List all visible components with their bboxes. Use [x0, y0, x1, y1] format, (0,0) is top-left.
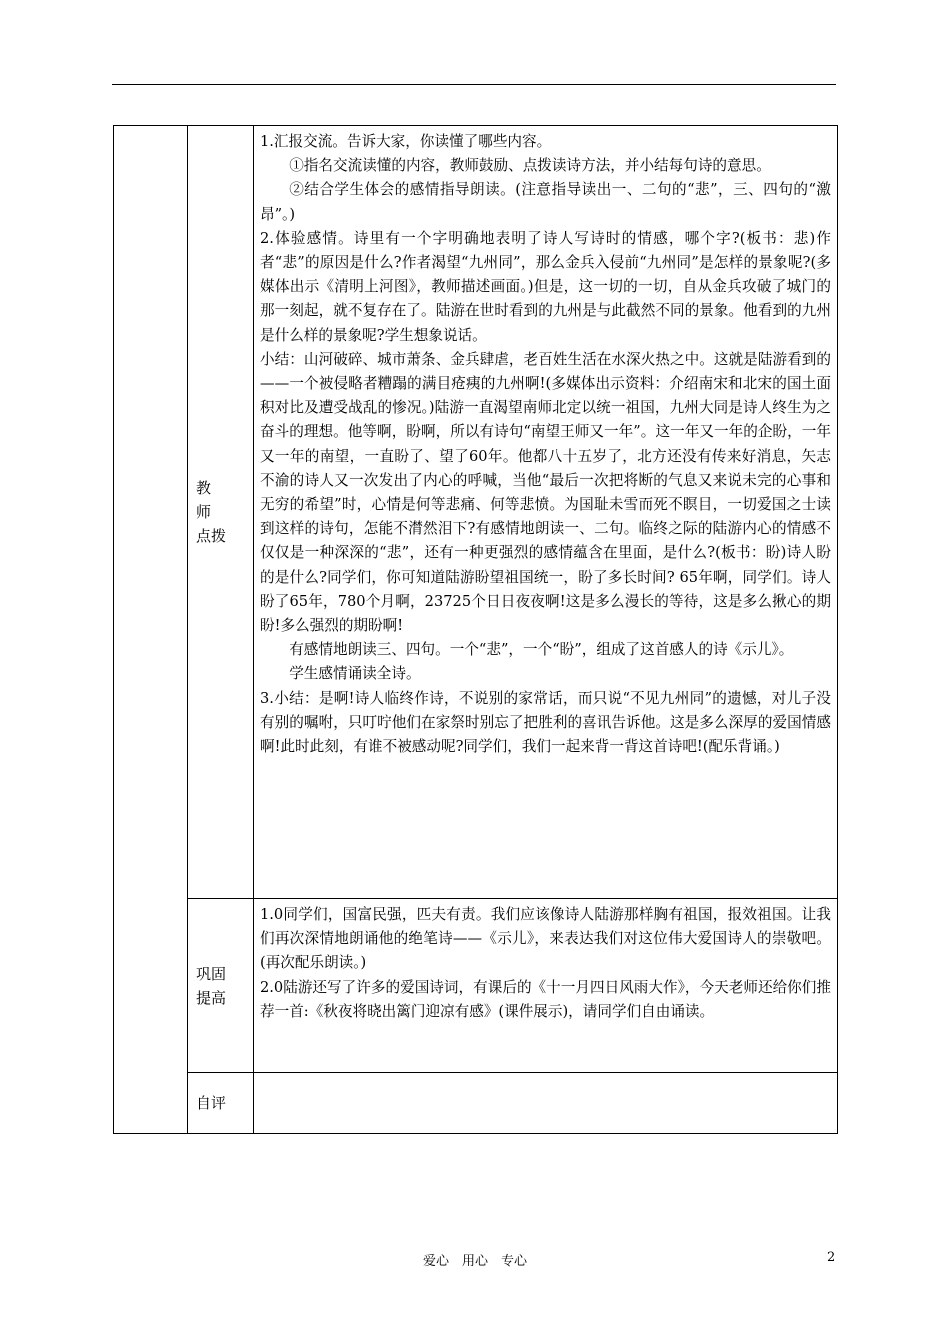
row-label-teacher-guidance	[188, 126, 254, 899]
lesson-plan-table	[113, 125, 838, 1134]
table-row-self-evaluation	[114, 1073, 838, 1134]
row-label-self-evaluation	[188, 1073, 254, 1134]
row-label-line1: 巩固	[196, 964, 227, 983]
paragraph: ①指名交流读懂的内容，教师鼓励、点拨读诗方法，并小结每句诗的意思。	[289, 157, 771, 175]
paragraph: ②结合学生体会的感情指导朗读。(注意指导读出一、二句的“悲”，三、四句的“激昂”。)	[260, 181, 831, 223]
footer-motto: 爱心 用心 专心	[422, 1254, 527, 1269]
table-row-teacher-guidance	[114, 126, 838, 899]
paragraph: 1.汇报交流。告诉大家，你读懂了哪些内容。	[260, 133, 552, 150]
teacher-guidance-content	[254, 126, 838, 899]
paragraph: 有感情地朗读三、四句。一个“悲”，一个“盼”，组成了这首感人的诗《示儿》。	[289, 641, 794, 659]
table-row-consolidation	[114, 899, 838, 1073]
paragraph: 2.体验感情。诗里有一个字明确地表明了诗人写诗时的情感，哪个字?(板书：悲)作者“悲”的原因是什么?作者渴望“九州同”，那么金兵入侵前“九州同”是怎样的景象呢?(多媒体出示《清明上河图》，教师描述画面。)但是，这一切的一切，自从金兵攻破了城门的那一刻起，就不复存在了。陆游在世时看到的九州是与此截然不同的景象。他看到的九州是什么样的景象呢?学生想象说话。	[260, 229, 831, 344]
row-label-consolidation	[188, 899, 254, 1073]
row-label-line2: 提高	[196, 988, 227, 1007]
page-number: 2	[827, 1250, 836, 1265]
self-evaluation-content	[254, 1073, 838, 1134]
merged-left-cell	[114, 126, 188, 1134]
row-label-line1: 自评	[196, 1094, 227, 1112]
header-rule	[112, 84, 836, 85]
paragraph: 1.0同学们，国富民强，匹夫有责。我们应该像诗人陆游那样胸有祖国，报效祖国。让我们再次深情地朗诵他的绝笔诗——《示儿》，来表达我们对这位伟大爱国诗人的崇敬吧。(再次配乐朗读。)	[260, 906, 831, 972]
paragraph: 小结：山河破碎、城市萧条、金兵肆虐，老百姓生活在水深火热之中。这就是陆游看到的——一个被侵略者糟蹋的满目疮痍的九州啊!(多媒体出示资料：介绍南宋和北宋的国土面积对比及遭受战乱的惨况。)陆游一直渴望南师北定以统一祖国，九州大同是诗人终生为之奋斗的理想。他等啊，盼啊，所以有诗句“南望王师又一年”。这一年又一年的企盼，一年又一年的南望，一直盼了、望了60年。他都八十五岁了，北方还没有传来好消息，矢志不渝的诗人又一次发出了内心的呼喊，当他“最后一次把将断的气息又来说未完的心事和无穷的希望”时，心情是何等悲痛、何等悲愤。为国耻未雪而死不瞑目，一切爱国之士读到这样的诗句，怎能不潸然泪下?有感情地朗读一、二句。临终之际的陆游内心的情感不仅仅是一种深深的“悲”，还有一种更强烈的感情蕴含在里面，是什么?(板书：盼)诗人盼的是什么?同学们，你可知道陆游盼望祖国统一，盼了多长时间? 65年啊，同学们。诗人盼了65年，780个月啊，23725个日日夜夜啊!这是多么漫长的等待，这是多么揪心的期盼!多么强烈的期盼啊!	[260, 350, 831, 635]
paragraph: 3.小结：是啊!诗人临终作诗，不说别的家常话，而只说“不见九州同”的遗憾，对儿子没有别的嘱咐，只叮咛他们在家祭时别忘了把胜利的喜讯告诉他。这是多么深厚的爱国情感啊!此时此刻，有谁不被感动呢?同学们，我们一起来背一背这首诗吧!(配乐背诵。)	[260, 689, 831, 756]
consolidation-content	[254, 899, 838, 1073]
row-label-line1: 教 师	[196, 479, 226, 521]
paragraph: 学生感情诵读全诗。	[289, 665, 421, 683]
paragraph: 2.0陆游还写了许多的爱国诗词，有课后的《十一月四日风雨大作》，今天老师还给你们推荐一首:《秋夜将晓出篱门迎凉有感》(课件展示)，请同学们自由诵读。	[260, 978, 831, 1020]
row-label-line2: 点拨	[196, 527, 227, 545]
